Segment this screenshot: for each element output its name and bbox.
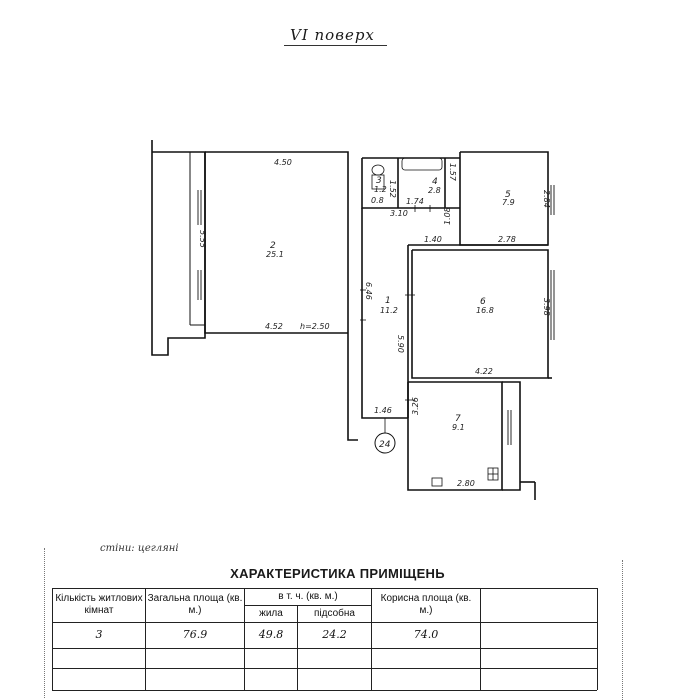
- stair-marker-label: 24: [379, 440, 391, 450]
- doors: [360, 205, 430, 400]
- dim-0-8: 0.8: [371, 196, 384, 205]
- dim-1-52: 1.52: [388, 180, 397, 198]
- room-2-area: 25.1: [266, 250, 284, 259]
- dim-4-52: 4.52: [265, 322, 283, 331]
- col-header-living: жила: [259, 608, 283, 619]
- dim-5-90: 5.90: [396, 335, 405, 353]
- room-7-area: 9.1: [452, 423, 465, 432]
- dim-1-08: 1.08: [443, 207, 452, 225]
- dim-1-57: 1.57: [448, 163, 457, 181]
- room-3-area: 1.2: [374, 185, 387, 194]
- col-header-total-area: Загальна площа (кв. м.): [147, 593, 243, 616]
- dim-3-10: 3.10: [390, 209, 408, 218]
- room-1-number: 1: [385, 296, 391, 306]
- value-rooms: 3: [95, 628, 103, 641]
- col-header-rooms: Кількість житлових кімнат: [55, 593, 143, 616]
- dim-6-46: 6.46: [364, 282, 373, 300]
- dim-4-50: 4.50: [274, 158, 292, 167]
- value-living-area: 49.8: [258, 628, 284, 641]
- dim-2-84: 2.84: [542, 190, 551, 208]
- dim-2-80: 2.80: [457, 479, 475, 488]
- room-6-number: 6: [480, 297, 486, 307]
- room-2-number: 2: [270, 241, 276, 251]
- room-4-area: 2.8: [428, 186, 441, 195]
- dim-4-22: 4.22: [475, 367, 493, 376]
- room-6-area: 16.8: [476, 306, 494, 315]
- walls-note: стіни: цегляні: [100, 543, 179, 554]
- table-title: ХАРАКТЕРИСТИКА ПРИМІЩЕНЬ: [230, 566, 445, 581]
- room-1-area: 11.2: [380, 306, 398, 315]
- col-header-including: в т. ч. (кв. м.): [278, 591, 338, 602]
- dim-1-46: 1.46: [374, 406, 392, 415]
- room-4-number: 4: [432, 177, 438, 187]
- dim-1-40: 1.40: [424, 235, 442, 244]
- dim-height: h=2.50: [300, 322, 330, 331]
- dim-3-26: 3.26: [411, 397, 420, 415]
- room-7-number: 7: [455, 414, 461, 424]
- col-header-useful-area: Корисна площа (кв. м.): [380, 593, 472, 616]
- dim-1-74: 1.74: [406, 197, 424, 206]
- value-total-area: 76.9: [182, 628, 208, 641]
- room-5-area: 7.9: [502, 198, 515, 207]
- value-useful-area: 74.0: [413, 628, 439, 641]
- value-auxiliary-area: 24.2: [322, 628, 347, 641]
- room-5-number: 5: [505, 190, 511, 200]
- room-3-number: 3: [376, 176, 382, 186]
- outer-walls: [152, 140, 552, 500]
- dim-2-78: 2.78: [498, 235, 516, 244]
- floor-title: VI поверх: [290, 26, 375, 44]
- dim-3-98: 3.98: [542, 298, 551, 316]
- col-header-auxiliary: підсобна: [314, 608, 355, 619]
- dim-5-55: 5.55: [198, 230, 207, 248]
